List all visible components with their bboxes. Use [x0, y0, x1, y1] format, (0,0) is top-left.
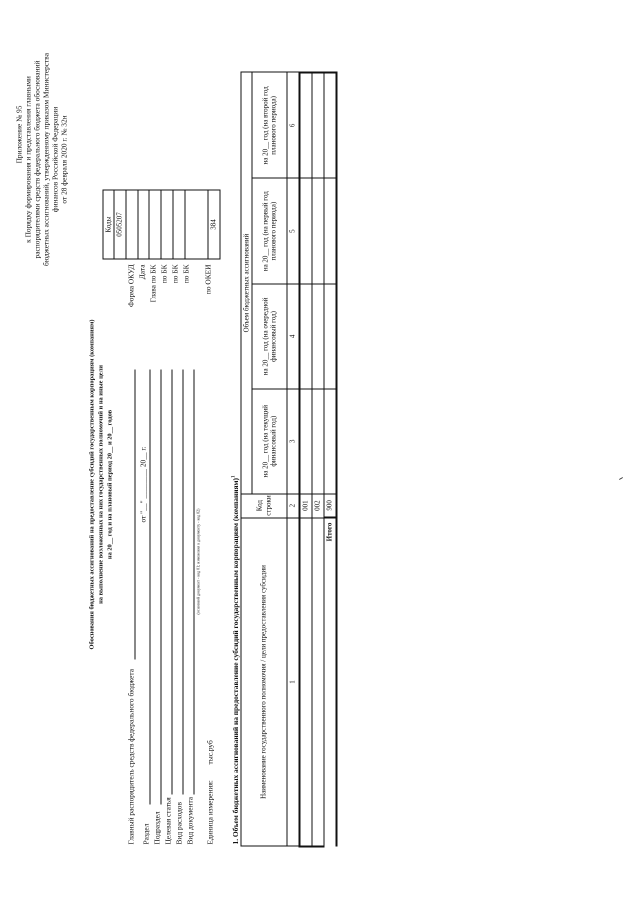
code-bk-1[interactable]	[149, 190, 161, 259]
col-number-1: 1	[287, 518, 300, 847]
header-name: Наименование государственного полномочия / цели предоставления субсидии	[241, 518, 287, 847]
table-row	[312, 73, 324, 847]
code-blank[interactable]	[185, 190, 208, 259]
col-number-4: 4	[287, 284, 300, 389]
field-label-document-type: Вид документа	[185, 796, 195, 845]
row-2-code: 002	[312, 494, 324, 518]
code-label-bk-3: по БК	[181, 264, 191, 284]
scan-mark	[619, 477, 623, 480]
code-bk-2[interactable]	[161, 190, 173, 259]
code-okei: 384	[208, 190, 220, 259]
header-code: Код строки	[241, 494, 287, 518]
form-title-line-3: на 20__ год и на плановый период 20__ и 20__ годов	[106, 409, 114, 560]
field-label-target-article: Целевая статья	[163, 797, 173, 845]
header-year-4: на 20__ год (на второй год планового периода)	[252, 73, 287, 179]
codes-header: Коды	[103, 190, 114, 259]
appendix-line-2: распорядителями средств федерального бюджета обоснований	[32, 60, 42, 259]
code-date[interactable]	[126, 190, 138, 259]
header-year-1: на 20__ год (на текущий финансовый год)	[252, 389, 287, 494]
code-bk-3[interactable]	[173, 190, 185, 259]
total-year-4[interactable]	[324, 73, 337, 179]
total-year-2[interactable]	[324, 284, 337, 389]
header-year-2: на 20__ год (на очередной финансовый год)	[252, 284, 287, 389]
field-label-subsection: Подраздел	[152, 811, 162, 845]
codes-table	[103, 190, 221, 260]
row-2-year-2[interactable]	[312, 284, 324, 389]
row-1-year-1[interactable]	[300, 389, 313, 494]
total-label: Итого	[324, 518, 337, 847]
total-code: 900	[324, 494, 337, 518]
row-1-name[interactable]	[300, 518, 313, 847]
appendix-line-5: от 28 февраля 2020 г. № 32н	[59, 115, 69, 204]
field-label-chief-manager: Главный распорядитель средств федерального бюджета	[126, 668, 136, 845]
total-row	[324, 73, 337, 847]
code-label-bk-1: по БК	[159, 264, 169, 284]
document-type-hint: (основной документ - код 01; изменения к документу - код 02)	[195, 508, 201, 615]
row-2-year-1[interactable]	[312, 389, 324, 494]
row-1-code: 001	[300, 494, 313, 518]
col-number-6: 6	[287, 73, 300, 179]
rotated-form	[1, 0, 640, 905]
form-title-line-2: на выполнение возложенных на них государственных полномочий и на иные цели	[97, 365, 105, 604]
code-label-okei: по ОКЕИ	[203, 264, 213, 295]
row-2-year-4[interactable]	[312, 73, 324, 179]
code-chapter[interactable]	[138, 190, 150, 259]
col-number-5: 5	[287, 178, 300, 284]
field-label-expense-type: Вид расходов	[174, 802, 184, 845]
table-row	[300, 73, 313, 847]
code-okud: 0505207	[114, 190, 126, 259]
header-year-3: на 20__ год (на первый год планового периода)	[252, 178, 287, 284]
appendix-line-4: финансов Российской Федерации	[50, 106, 60, 213]
section-1-title: 1. Объем бюджетных ассигнований на предоставление субсидий государственным корпорациям (компаниям)$^1$	[230, 475, 240, 845]
appendix-line-1: к Порядку формирования и представления главными	[23, 76, 33, 243]
row-1-year-2[interactable]	[300, 284, 313, 389]
row-2-name[interactable]	[312, 518, 324, 847]
appendix-number: Приложение № 95	[14, 105, 24, 164]
form-title-line-1: Обоснования бюджетных ассигнований на предоставление субсидий государственным корпорациям (компаниям)	[88, 319, 96, 650]
code-label-date: Дата	[137, 264, 147, 280]
code-label-chapter: Глава по БК	[148, 264, 158, 303]
total-year-1[interactable]	[324, 389, 337, 494]
row-2-year-3[interactable]	[312, 178, 324, 284]
unit-label: Единица измерения:	[205, 780, 215, 845]
row-1-year-4[interactable]	[300, 73, 313, 179]
appendix-line-3: бюджетных ассигнований, утвержденному приказом Министерства	[41, 53, 51, 266]
unit-value: тыс.руб	[205, 740, 215, 765]
code-label-bk-2: по БК	[170, 264, 180, 284]
field-label-section: Раздел	[141, 823, 151, 845]
code-label-okud: Форма ОКУД	[126, 264, 136, 308]
row-1-year-3[interactable]	[300, 178, 313, 284]
col-number-2: 2	[287, 494, 300, 518]
total-year-3[interactable]	[324, 178, 337, 284]
form-date: от "__" ________ 20__ г.	[138, 446, 148, 523]
col-number-3: 3	[287, 389, 300, 494]
header-group: Объем бюджетных ассигнований	[241, 73, 252, 494]
appropriations-table	[241, 72, 338, 848]
